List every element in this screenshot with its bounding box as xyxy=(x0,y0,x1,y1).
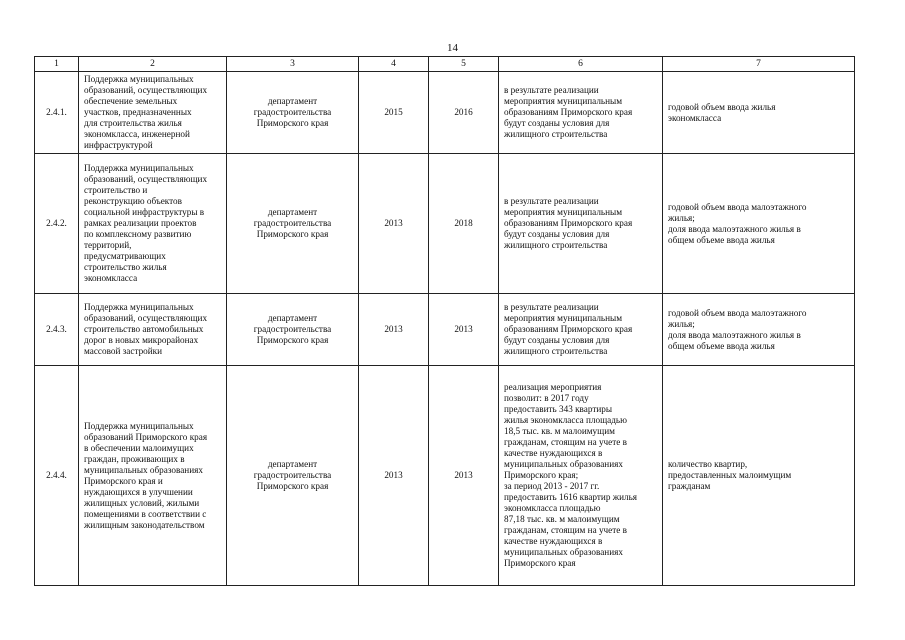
responsible-department: департамент градостроительства Приморского края xyxy=(253,313,332,345)
target-indicator: количество квартир, предоставленных малоимущим гражданам xyxy=(668,459,792,491)
column-header-4: 4 xyxy=(359,57,429,72)
start-year: 2013 xyxy=(359,366,429,586)
column-header-7: 7 xyxy=(663,57,855,72)
table-header-row xyxy=(35,57,855,72)
table-row xyxy=(35,366,855,586)
measure-number: 2.4.3. xyxy=(35,294,79,366)
expected-result: в результате реализации мероприятия муниципальным образованиям Приморского края будут созданы условия для жилищного строительства xyxy=(504,302,633,356)
start-year: 2013 xyxy=(359,294,429,366)
column-header-1: 1 xyxy=(35,57,79,72)
measure-name: Поддержка муниципальных образований, осуществляющих строительство и реконструкцию объектов социальной инфраструктуры в рамках реализации проектов по комплексному развитию территорий, предусматривающих строительство жилья экономкласса xyxy=(84,163,208,283)
responsible-department: департамент градостроительства Приморского края xyxy=(253,207,332,239)
measure-name: Поддержка муниципальных образований Приморского края в обеспечении малоимущих граждан, проживающих в муниципальных образованиях Приморского края и нуждающихся в улучшении жилищных условий, жилыми помещениями в соответствии с жилищным законодательством xyxy=(84,420,208,530)
end-year: 2016 xyxy=(429,72,499,154)
responsible-department: департамент градостроительства Приморского края xyxy=(253,96,332,128)
table-row xyxy=(35,294,855,366)
start-year: 2015 xyxy=(359,72,429,154)
column-header-6: 6 xyxy=(499,57,663,72)
end-year: 2013 xyxy=(429,366,499,586)
start-year: 2013 xyxy=(359,154,429,294)
table-row xyxy=(35,154,855,294)
column-header-3: 3 xyxy=(227,57,359,72)
measure-name: Поддержка муниципальных образований, осуществляющих обеспечение земельных участков, предназначенных для строительства жилья экономкласса, инженерной инфраструктурой xyxy=(84,74,208,150)
target-indicator: годовой объем ввода малоэтажного жилья; доля ввода малоэтажного жилья в общем объеме ввода жилья xyxy=(668,307,807,351)
expected-result: в результате реализации мероприятия муниципальным образованиям Приморского края будут созданы условия для жилищного строительства xyxy=(504,196,633,250)
program-measures-table xyxy=(34,56,855,586)
measure-number: 2.4.2. xyxy=(35,154,79,294)
measure-number: 2.4.1. xyxy=(35,72,79,154)
expected-result: в результате реализации мероприятия муниципальным образованиям Приморского края будут созданы условия для жилищного строительства xyxy=(504,85,633,139)
page-number: 14 xyxy=(447,42,458,54)
measure-name: Поддержка муниципальных образований, осуществляющих строительство автомобильных дорог в новых микрорайонах массовой застройки xyxy=(84,302,208,356)
column-header-5: 5 xyxy=(429,57,499,72)
column-header-2: 2 xyxy=(79,57,227,72)
table-row xyxy=(35,72,855,154)
measure-number: 2.4.4. xyxy=(35,366,79,586)
end-year: 2018 xyxy=(429,154,499,294)
target-indicator: годовой объем ввода жилья экономкласса xyxy=(668,101,776,123)
end-year: 2013 xyxy=(429,294,499,366)
target-indicator: годовой объем ввода малоэтажного жилья; доля ввода малоэтажного жилья в общем объеме ввода жилья xyxy=(668,201,807,245)
responsible-department: департамент градостроительства Приморского края xyxy=(253,459,332,491)
expected-result: реализация мероприятия позволит: в 2017 году предоставить 343 квартиры жилья экономкласса площадью 18,5 тыс. кв. м малоимущим гражданам, стоящим на учете в качестве нуждающихся в муниципальных образованиях Приморского края; за период 2013 - 2017 гг. предоставить 1616 квартир жилья экономкласса площадью 87,18 тыс. кв. м малоимущим гражданам, стоящим на учете в качестве нуждающихся в муниципальных образованиях Приморского края xyxy=(504,382,637,568)
